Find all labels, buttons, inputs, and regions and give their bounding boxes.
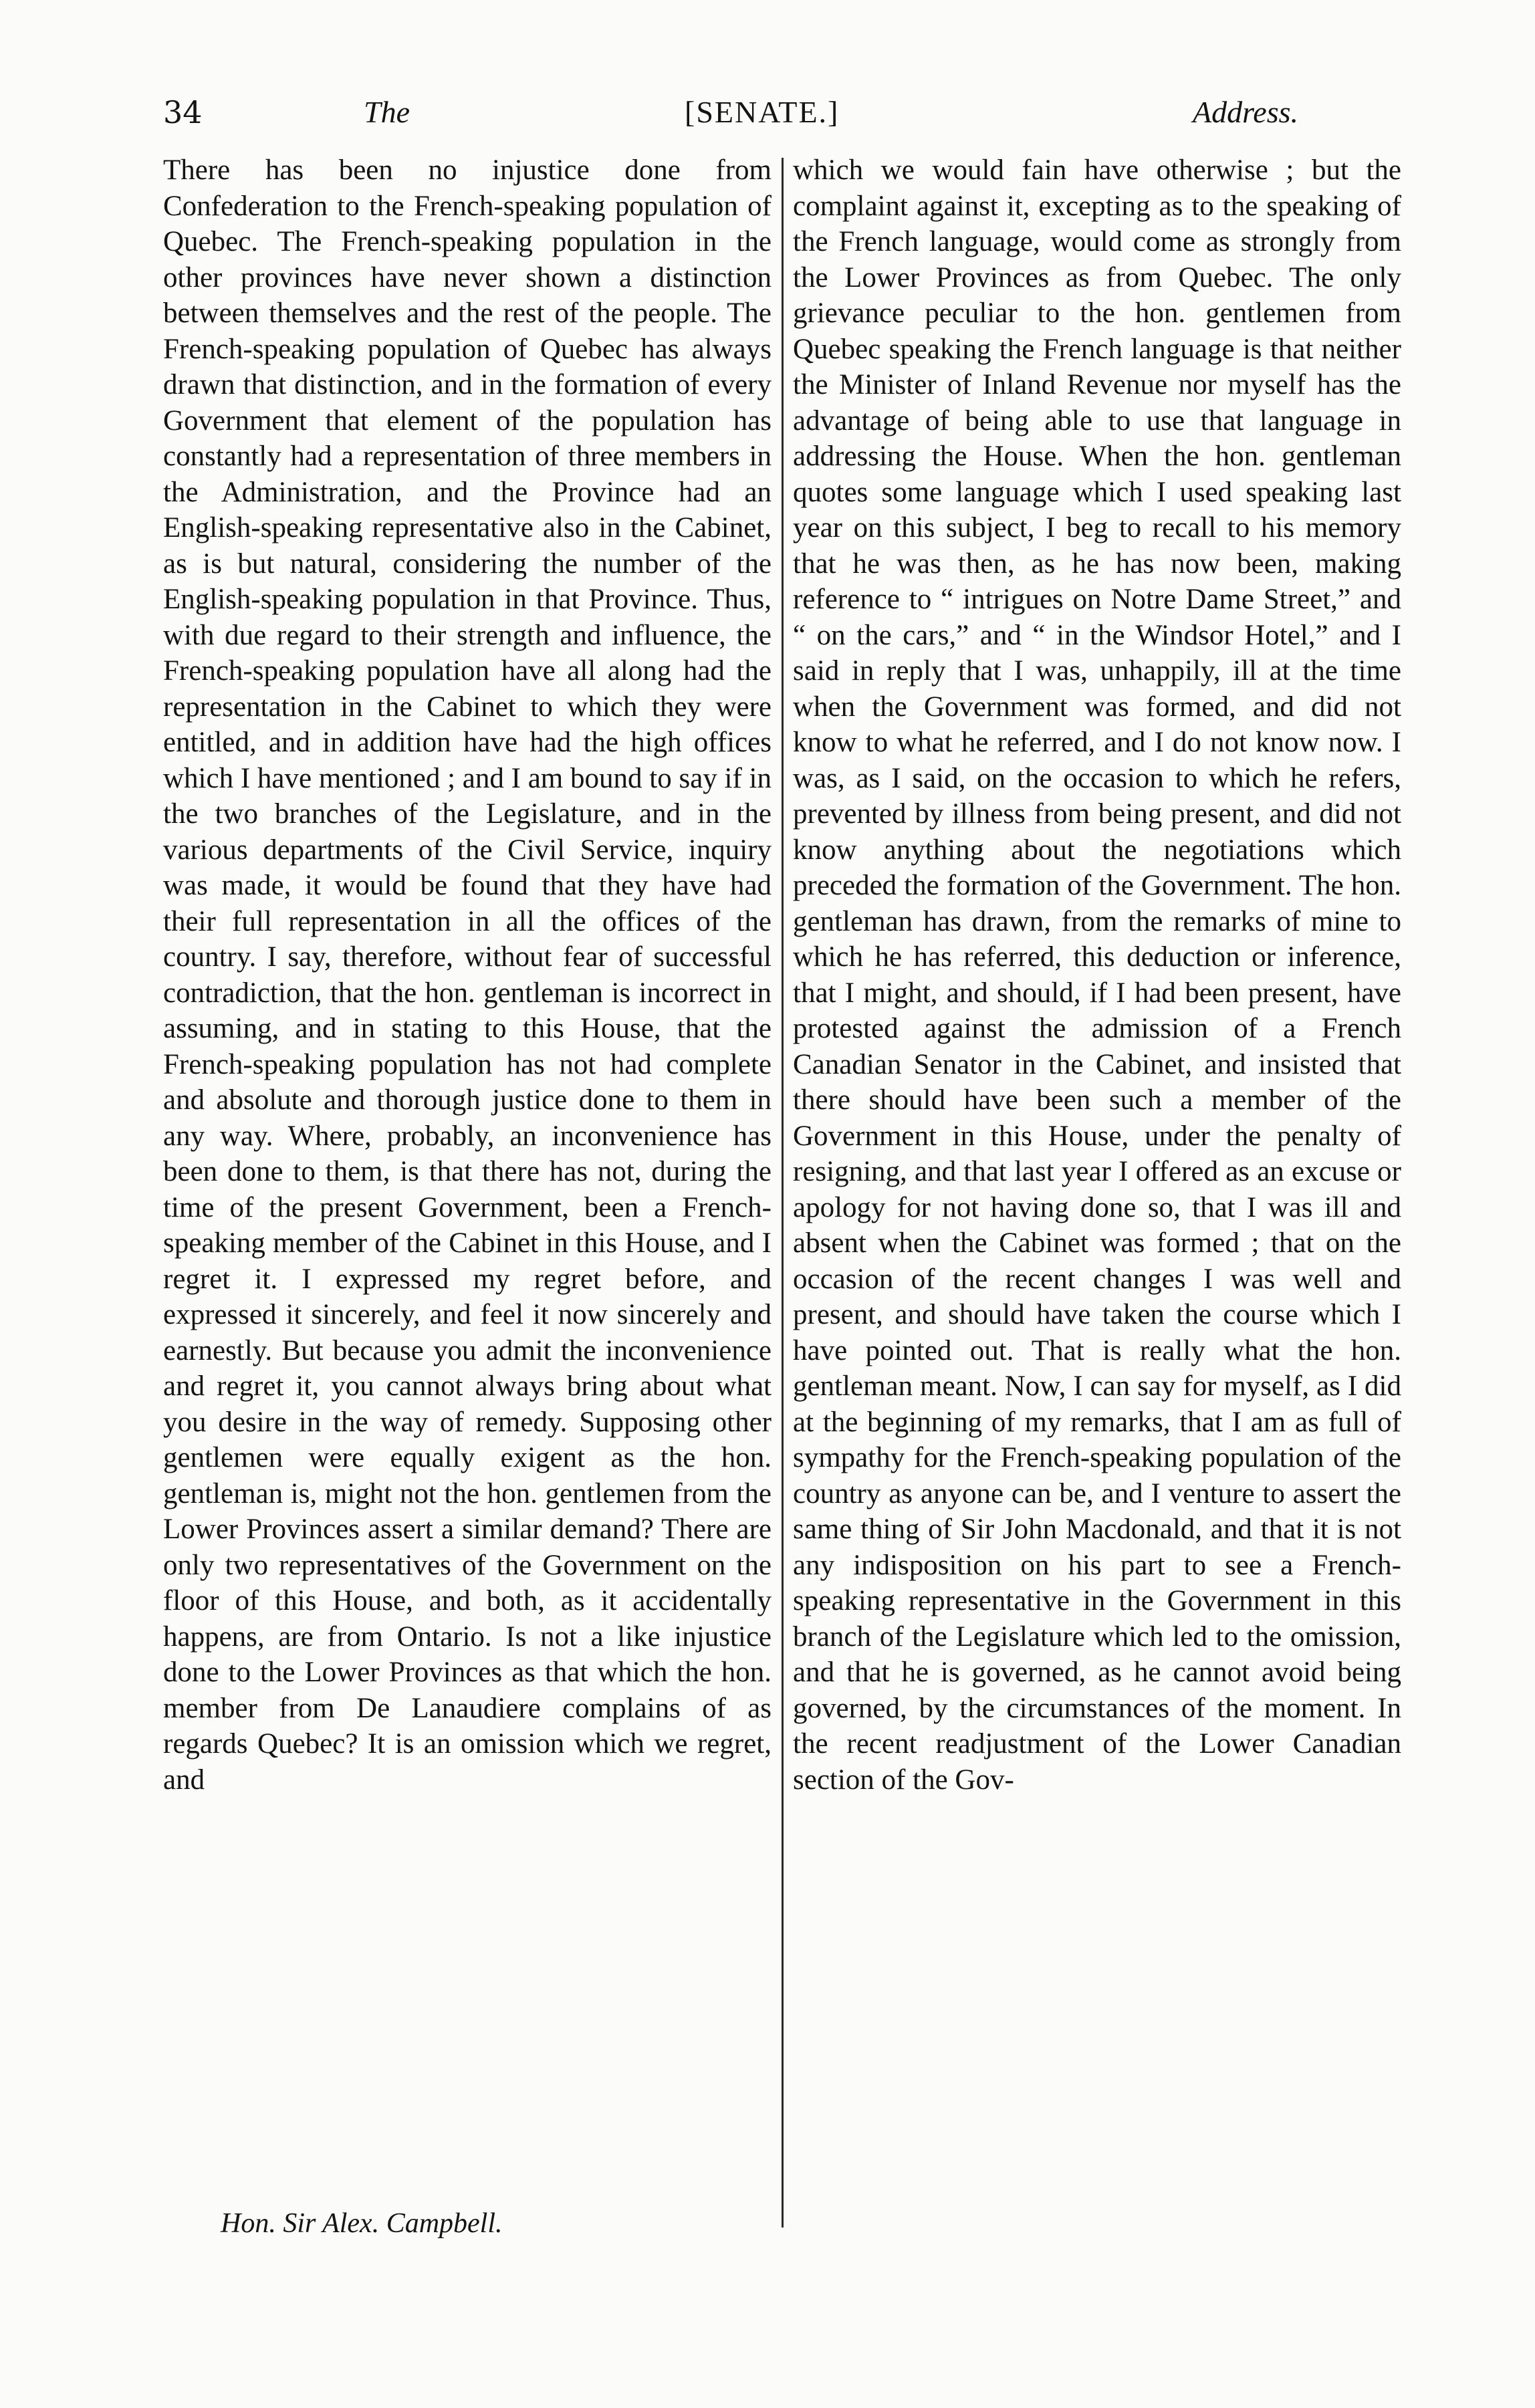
text-column-left [163,152,772,2198]
running-head-center: [SENATE.] [685,95,840,129]
running-head [163,86,1367,139]
body-text-left: There has been no injustice done from Confederation to the French-speaking population of Quebec. The French-speaking population in the other provinces have never shown a distinction between themselves and the rest of the people. The French-speaking population of Quebec has always drawn that distinction, and in the formation of every Government that element of the population has constantly had a representation of three members in the Administration, and the Province had an English-speaking representative also in the Cabinet, as is but natural, considering the number of the English-speaking population in that Province. Thus, with due regard to their strength and influence, the French-speaking population have all along had the representation in the Cabinet to which they were entitled, and in addition have had the high offices which I have mentioned ; and I am bound to say if in the two branches of the Legislature, and in the various departments of the Civil Service, inquiry was made, it would be found that they have had their full representation in all the offices of the country. I say, therefore, without fear of successful contradiction, that the hon. gentleman is incorrect in assuming, and in stating to this House, that the French-speaking population has not had complete and absolute and thorough justice done to them in any way. Where, probably, an inconvenience has been done to them, is that there has not, during the time of the present Government, been a French-speaking member of the Cabinet in this House, and I regret it. I expressed my regret before, and expressed it sincerely, and feel it now sincerely and earnestly. But because you admit the inconvenience and regret it, you cannot always bring about what you desire in the way of remedy. Supposing other gentlemen were equally exigent as the hon. gentleman is, might not the hon. gentlemen from the Lower Provinces assert a similar demand? There are only two representatives of the Government on the floor of this House, and both, as it accidentally happens, are from Ontario. Is not a like injustice done to the Lower Provinces as that which the hon. member from De Lanaudiere complains of as regards Quebec? It is an omission which we regret, and [163,154,772,1796]
footer-speaker-name: Hon. Sir Alex. Campbell. [221,2208,503,2239]
running-head-left: The [364,95,410,129]
page-number: 34 [163,94,203,130]
running-head-right: Address. [1193,95,1299,129]
column-divider [782,158,784,2228]
text-column-right [793,152,1401,2198]
body-text-right: which we would fain have otherwise ; but the complaint against it, excepting as to the speaking of the French language, would come as strongly from the Lower Provinces as from Quebec. The only grievance peculiar to the hon. gentlemen from Quebec speaking the French language is that neither the Minister of Inland Revenue nor myself has the advantage of being able to use that language in addressing the House. When the hon. gentleman quotes some language which I used speaking last year on this subject, I beg to recall to his memory that he was then, as he has now been, making reference to “ intrigues on Notre Dame Street,” and “ on the cars,” and “ in the Windsor Hotel,” and I said in reply that I was, unhappily, ill at the time when the Government was formed, and did not know to what he referred, and I do not know now. I was, as I said, on the occasion to which he refers, prevented by illness from being present, and did not know anything about the negotiations which preceded the formation of the Government. The hon. gentleman has drawn, from the remarks of mine to which he has referred, this deduction or inference, that I might, and should, if I had been present, have protested against the admission of a French Canadian Senator in the Cabinet, and insisted that there should have been such a member of the Government in this House, under the penalty of resigning, and that last year I offered as an excuse or apology for not having done so, that I was ill and absent when the Cabinet was formed ; that on the occasion of the recent changes I was well and present, and should have taken the course which I have pointed out. That is really what the hon. gentleman meant. Now, I can say for myself, as I did at the beginning of my remarks, that I am as full of sympathy for the French-speaking population of the country as anyone can be, and I venture to assert the same thing of Sir John Macdonald, and that it is not any indisposition on his part to see a French-speaking representative in the Government in this branch of the Legislature which led to the omission, and that he is governed, as he cannot avoid being governed, by the circumstances of the moment. In the recent readjustment of the Lower Canadian section of the Gov- [793,154,1401,1796]
